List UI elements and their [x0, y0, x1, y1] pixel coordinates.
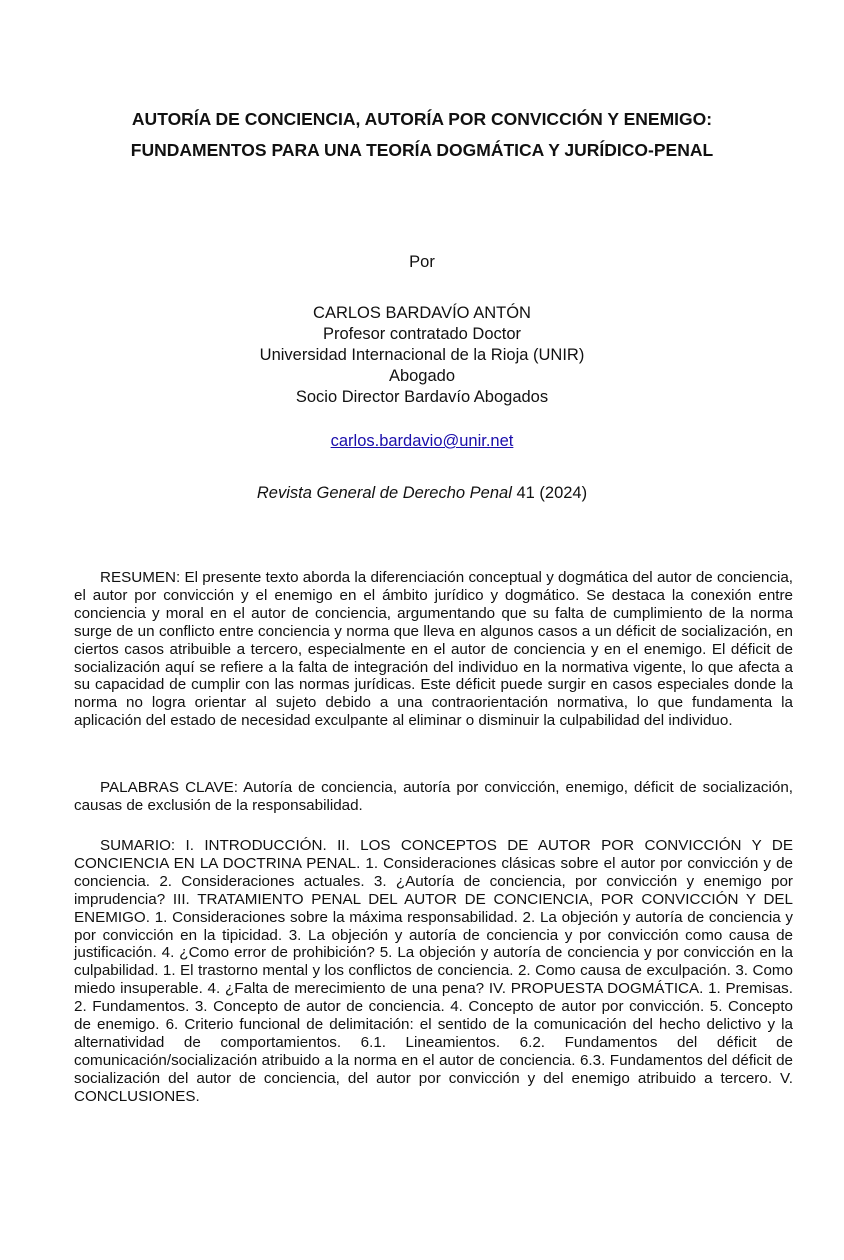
author-position: Profesor contratado Doctor — [322, 325, 522, 343]
keywords-paragraph: PALABRAS CLAVE: Autoría de conciencia, autoría por convicción, enemigo, déficit de socialización, causas de exclusión de la responsabilidad. — [74, 779, 793, 814]
author-name: CARLOS BARDAVÍO ANTÓN — [313, 304, 531, 322]
author-block — [0, 303, 844, 408]
abstract-paragraph: RESUMEN: El presente texto aborda la diferenciación conceptual y dogmática del autor de conciencia, el autor por convicción y el enemigo en el ámbito jurídico y dogmático. Se destaca la conexión entre conciencia y moral en el autor de conciencia, argumentando que su falta de cumplimiento de la norma surge de un conflicto entre conciencia y norma que lleva en algunos casos a un déficit de socialización, en ciertos casos atribuible a tercero, especialmente en el autor de conciencia y en el enemigo. El déficit de socialización aquí se refiere a la falta de integración del individuo en la normativa vigente, lo que afecta a su capacidad de cumplir con las normas jurídicas. Este déficit puede surgir en casos especiales donde la norma no logra orientar al sujeto debido a una contraorientación normativa, lo que fundamenta la aplicación del estado de necesidad exculpante al eliminar o disminuir la culpabilidad del individuo. — [74, 569, 793, 730]
byline: Por — [409, 253, 435, 271]
journal-citation — [0, 483, 844, 504]
author-university: Universidad Internacional de la Rioja (UNIR) — [259, 346, 585, 364]
journal-issue: 41 (2024) — [516, 484, 588, 502]
title-line-2: FUNDAMENTOS PARA UNA TEORÍA DOGMÁTICA Y JURÍDICO-PENAL — [130, 140, 714, 160]
author-role: Abogado — [388, 367, 456, 385]
summary-paragraph: SUMARIO: I. INTRODUCCIÓN. II. LOS CONCEPTOS DE AUTOR POR CONVICCIÓN Y DE CONCIENCIA EN LA DOCTRINA PENAL. 1. Consideraciones clásicas sobre el autor por convicción y de conciencia. 2. Consideraciones actuales. 3. ¿Autoría de conciencia, por convicción y enemigo por imprudencia? III. TRATAMIENTO PENAL DEL AUTOR DE CONCIENCIA, POR CONVICCIÓN Y DEL ENEMIGO. 1. Consideraciones sobre la máxima responsabilidad. 2. La objeción y autoría de conciencia y por convicción en la tipicidad. 3. La objeción y autoría de conciencia y por convicción como causa de justificación. 4. ¿Como error de prohibición? 5. La objeción y autoría de conciencia y por convicción en la culpabilidad. 1. El trastorno mental y los conflictos de conciencia. 2. Como causa de exculpación. 3. Como miedo insuperable. 4. ¿Falta de merecimiento de una pena? IV. PROPUESTA DOGMÁTICA. 1. Premisas. 2. Fundamentos. 3. Concepto de autor de conciencia. 4. Concepto de autor por convicción. 5. Concepto de enemigo. 6. Criterio funcional de delimitación: el sentido de la comunicación del hecho delictivo y la alternatividad de comportamientos. 6.1. Lineamientos. 6.2. Fundamentos del déficit de comunicación/socialización atribuido a la norma en el autor de conciencia. 6.3. Fundamentos del déficit de socialización del autor de conciencia, del autor por convicción y del enemigo atribuido a tercero. V. CONCLUSIONES. — [74, 837, 793, 1105]
title-line-1: AUTORÍA DE CONCIENCIA, AUTORÍA POR CONVICCIÓN Y ENEMIGO: — [131, 109, 713, 129]
paper-title — [60, 104, 784, 166]
author-firm: Socio Director Bardavío Abogados — [295, 388, 549, 406]
journal-name: Revista General de Derecho Penal — [256, 484, 512, 502]
author-email-link[interactable]: carlos.bardavio@unir.net — [330, 432, 514, 450]
email-line — [0, 431, 844, 452]
